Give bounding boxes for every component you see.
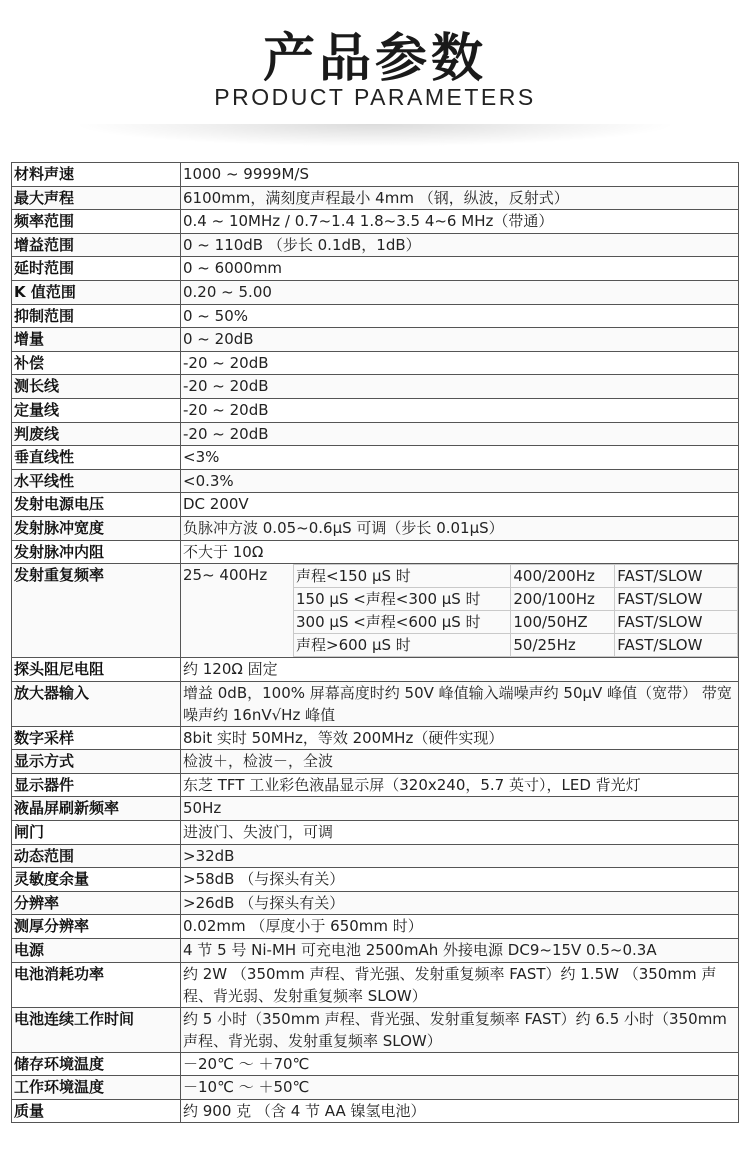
spec-key: 材料声速 bbox=[12, 163, 181, 187]
spec-row bbox=[12, 233, 739, 257]
spec-row bbox=[12, 304, 739, 328]
spec-value: 0.20 ~ 5.00 bbox=[181, 280, 739, 304]
spec-value: －20℃ ～ ＋70℃ bbox=[181, 1052, 739, 1076]
spec-key: 放大器输入 bbox=[12, 681, 181, 726]
spec-key: 增益范围 bbox=[12, 233, 181, 257]
spec-value: 6100mm，满刻度声程最小 4mm （钢，纵波，反射式） bbox=[181, 186, 739, 210]
spec-row-repeat-frequency bbox=[12, 564, 739, 658]
spec-row bbox=[12, 773, 739, 797]
spec-value: 约 900 克 （含 4 节 AA 镍氢电池） bbox=[181, 1099, 739, 1123]
subtable-cell-freq: 50/25Hz bbox=[511, 634, 615, 657]
subtable-cell-mode: FAST/SLOW bbox=[615, 634, 738, 657]
subtable-cell-freq: 100/50HZ bbox=[511, 611, 615, 634]
spec-value: <0.3% bbox=[181, 469, 739, 493]
spec-value: 8bit 实时 50MHz，等效 200MHz（硬件实现） bbox=[181, 726, 739, 750]
spec-key: 储存环境温度 bbox=[12, 1052, 181, 1076]
spec-row bbox=[12, 1076, 739, 1100]
spec-key: 工作环境温度 bbox=[12, 1076, 181, 1100]
spec-row bbox=[12, 891, 739, 915]
spec-value: 不大于 10Ω bbox=[181, 540, 739, 564]
spec-row bbox=[12, 280, 739, 304]
spec-key: 水平线性 bbox=[12, 469, 181, 493]
subtable-row bbox=[294, 611, 738, 634]
spec-key: 补偿 bbox=[12, 351, 181, 375]
spec-value bbox=[181, 564, 739, 658]
spec-key: 质量 bbox=[12, 1099, 181, 1123]
page-header bbox=[0, 0, 750, 160]
subtable-cell-range: 300 μS <声程<600 μS 时 bbox=[294, 611, 511, 634]
spec-row bbox=[12, 681, 739, 726]
spec-key: 频率范围 bbox=[12, 210, 181, 234]
spec-value: -20 ~ 20dB bbox=[181, 398, 739, 422]
spec-row bbox=[12, 1007, 739, 1052]
spec-value: 约 5 小时（350mm 声程、背光强、发射重复频率 FAST）约 6.5 小时（350mm 声程、背光弱、发射重复频率 SLOW） bbox=[181, 1007, 739, 1052]
spec-value: -20 ~ 20dB bbox=[181, 351, 739, 375]
spec-key: 灵敏度余量 bbox=[12, 868, 181, 892]
page-title: 产品参数 bbox=[262, 29, 487, 89]
spec-value: >58dB （与探头有关） bbox=[181, 868, 739, 892]
spec-key: 电池消耗功率 bbox=[12, 962, 181, 1007]
spec-key: 显示方式 bbox=[12, 750, 181, 774]
spec-key: 测厚分辨率 bbox=[12, 915, 181, 939]
spec-row bbox=[12, 1052, 739, 1076]
spec-value: 0.02mm （厚度小于 650mm 时） bbox=[181, 915, 739, 939]
spec-key: 发射脉冲内阻 bbox=[12, 540, 181, 564]
spec-value: 检波＋，检波－，全波 bbox=[181, 750, 739, 774]
spec-row bbox=[12, 163, 739, 187]
subtable-row bbox=[294, 634, 738, 657]
subtable-cell-range: 150 μS <声程<300 μS 时 bbox=[294, 588, 511, 611]
spec-key: 探头阻尼电阻 bbox=[12, 658, 181, 682]
header-shadow-divider bbox=[80, 124, 670, 146]
spec-row bbox=[12, 962, 739, 1007]
subtable-cell-range: 声程<150 μS 时 bbox=[294, 565, 511, 588]
spec-row bbox=[12, 844, 739, 868]
spec-row bbox=[12, 375, 739, 399]
spec-key: 增量 bbox=[12, 328, 181, 352]
spec-key: 抑制范围 bbox=[12, 304, 181, 328]
spec-value: 0 ~ 110dB （步长 0.1dB，1dB） bbox=[181, 233, 739, 257]
repeat-frequency-range: 25~ 400Hz bbox=[183, 566, 268, 585]
subtable-cell-mode: FAST/SLOW bbox=[615, 588, 738, 611]
spec-value: 0.4 ~ 10MHz / 0.7~1.4 1.8~3.5 4~6 MHz（带通） bbox=[181, 210, 739, 234]
spec-key: 液晶屏刷新频率 bbox=[12, 797, 181, 821]
spec-value: 50Hz bbox=[181, 797, 739, 821]
page-subtitle: PRODUCT PARAMETERS bbox=[214, 84, 536, 110]
spec-key: K 值范围 bbox=[12, 280, 181, 304]
spec-table bbox=[11, 162, 739, 1123]
spec-row bbox=[12, 516, 739, 540]
spec-value: <3% bbox=[181, 446, 739, 470]
spec-row bbox=[12, 540, 739, 564]
spec-value: 4 节 5 号 Ni-MH 可充电池 2500mAh 外接电源 DC9~15V 0.5~0.3A bbox=[181, 939, 739, 963]
spec-row bbox=[12, 446, 739, 470]
spec-value: 0 ~ 50% bbox=[181, 304, 739, 328]
spec-value: 1000 ~ 9999M/S bbox=[181, 163, 739, 187]
spec-value: >26dB （与探头有关） bbox=[181, 891, 739, 915]
spec-key: 显示器件 bbox=[12, 773, 181, 797]
subtable-cell-range: 声程>600 μS 时 bbox=[294, 634, 511, 657]
spec-value: -20 ~ 20dB bbox=[181, 375, 739, 399]
spec-key: 发射重复频率 bbox=[12, 564, 181, 658]
subtable-cell-mode: FAST/SLOW bbox=[615, 611, 738, 634]
spec-value: 0 ~ 20dB bbox=[181, 328, 739, 352]
spec-row bbox=[12, 939, 739, 963]
spec-row bbox=[12, 868, 739, 892]
spec-value: 约 120Ω 固定 bbox=[181, 658, 739, 682]
spec-value: >32dB bbox=[181, 844, 739, 868]
subtable-cell-freq: 200/100Hz bbox=[511, 588, 615, 611]
spec-key: 发射脉冲宽度 bbox=[12, 516, 181, 540]
spec-key: 最大声程 bbox=[12, 186, 181, 210]
subtable-cell-mode: FAST/SLOW bbox=[615, 565, 738, 588]
spec-row bbox=[12, 257, 739, 281]
spec-row bbox=[12, 328, 739, 352]
spec-value: 东芝 TFT 工业彩色液晶显示屏（320x240，5.7 英寸），LED 背光灯 bbox=[181, 773, 739, 797]
spec-row bbox=[12, 398, 739, 422]
spec-key: 电源 bbox=[12, 939, 181, 963]
spec-key: 发射电源电压 bbox=[12, 493, 181, 517]
spec-key: 延时范围 bbox=[12, 257, 181, 281]
spec-row bbox=[12, 469, 739, 493]
subtable-row bbox=[294, 588, 738, 611]
spec-row bbox=[12, 797, 739, 821]
spec-value: 负脉冲方波 0.05~0.6μS 可调（步长 0.01μS） bbox=[181, 516, 739, 540]
spec-key: 动态范围 bbox=[12, 844, 181, 868]
spec-row bbox=[12, 351, 739, 375]
spec-key: 测长线 bbox=[12, 375, 181, 399]
spec-key: 电池连续工作时间 bbox=[12, 1007, 181, 1052]
spec-value: -20 ~ 20dB bbox=[181, 422, 739, 446]
spec-row bbox=[12, 726, 739, 750]
spec-row bbox=[12, 750, 739, 774]
spec-row bbox=[12, 1099, 739, 1123]
spec-value: 约 2W （350mm 声程、背光强、发射重复频率 FAST）约 1.5W （350mm 声程、背光弱、发射重复频率 SLOW） bbox=[181, 962, 739, 1007]
spec-row bbox=[12, 493, 739, 517]
spec-key: 垂直线性 bbox=[12, 446, 181, 470]
spec-row bbox=[12, 915, 739, 939]
spec-row bbox=[12, 186, 739, 210]
spec-key: 闸门 bbox=[12, 821, 181, 845]
spec-key: 数字采样 bbox=[12, 726, 181, 750]
spec-value: 增益 0dB，100% 屏幕高度时约 50V 峰值输入端噪声约 50μV 峰值（宽带） 带宽噪声约 16nV√Hz 峰值 bbox=[181, 681, 739, 726]
spec-key: 定量线 bbox=[12, 398, 181, 422]
spec-row bbox=[12, 658, 739, 682]
spec-key: 分辨率 bbox=[12, 891, 181, 915]
spec-key: 判废线 bbox=[12, 422, 181, 446]
spec-value: 进波门、失波门，可调 bbox=[181, 821, 739, 845]
spec-value: DC 200V bbox=[181, 493, 739, 517]
spec-value: 0 ~ 6000mm bbox=[181, 257, 739, 281]
spec-row bbox=[12, 821, 739, 845]
repeat-frequency-subtable bbox=[293, 564, 738, 657]
subtable-cell-freq: 400/200Hz bbox=[511, 565, 615, 588]
spec-row bbox=[12, 210, 739, 234]
spec-row bbox=[12, 422, 739, 446]
spec-value: －10℃ ～ ＋50℃ bbox=[181, 1076, 739, 1100]
subtable-row bbox=[294, 565, 738, 588]
